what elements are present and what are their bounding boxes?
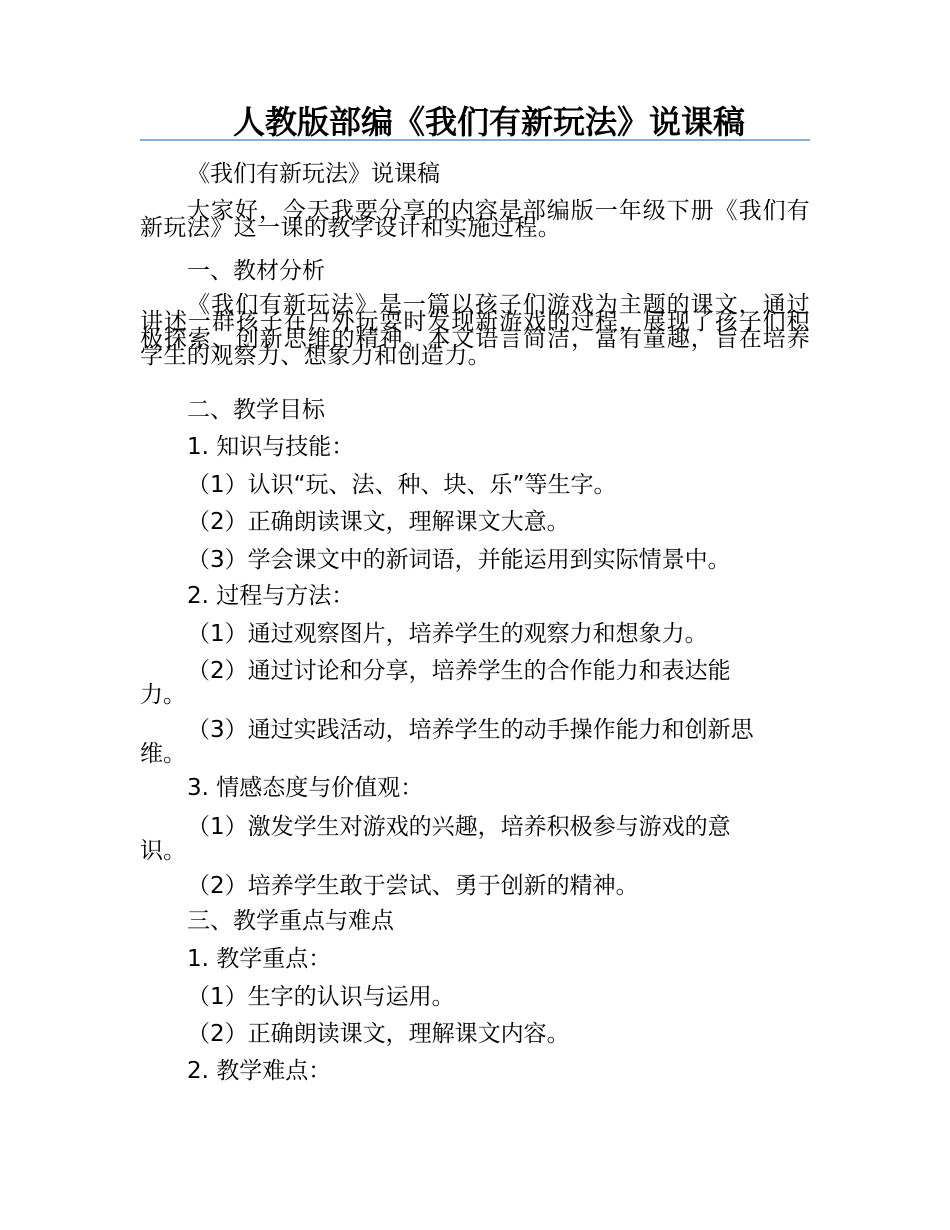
intro-paragraph: 大家好，今天我要分享的内容是部编版一年级下册《我们有新玩法》这一课的教学设计和实施过程。 [140,198,810,241]
list-item: （1）生字的认识与运用。 [187,984,455,1010]
list-item: （2）正确朗读课文，理解课文大意。 [187,509,570,535]
list-item-continuation: 维。 [140,741,186,767]
list-item: （2）培养学生敢于尝试、勇于创新的精神。 [187,873,639,899]
goal-emotion-values: 3. 情感态度与价值观： [187,775,424,801]
list-item: （2）正确朗读课文，理解课文内容。 [187,1021,570,1047]
list-item-continuation: 识。 [140,838,186,864]
section-heading-teaching-goals: 二、教学目标 [187,397,325,423]
goal-process-methods: 2. 过程与方法： [187,583,355,609]
title-underline [140,139,810,141]
list-item: （1）通过观察图片，培养学生的观察力和想象力。 [187,621,708,647]
list-item: （3）通过实践活动，培养学生的动手操作能力和创新思 [187,717,754,743]
list-item: （1）激发学生对游戏的兴趣，培养积极参与游戏的意 [187,814,731,840]
list-item-continuation: 力。 [140,682,186,708]
key-points-heading: 1. 教学重点： [187,946,332,972]
list-item: （2）通过讨论和分享，培养学生的合作能力和表达能 [187,658,731,684]
section-heading-key-difficult-points: 三、教学重点与难点 [187,908,394,934]
document-title: 人教版部编《我们有新玩法》说课稿 [232,103,745,141]
list-item: （1）认识“玩、法、种、块、乐”等生字。 [187,472,617,498]
section-heading-textbook-analysis: 一、教材分析 [187,258,325,284]
textbook-analysis-paragraph: 《我们有新玩法》是一篇以孩子们游戏为主题的课文，通过讲述一群孩子在户外玩耍时发现新游戏的过程，展现了孩子们积极探索、创新思维的精神。本文语言简洁，富有童趣，旨在培养学生的观察力、想象力和创造力。 [140,292,810,369]
subtitle: 《我们有新玩法》说课稿 [187,161,440,187]
list-item: （3）学会课文中的新词语，并能运用到实际情景中。 [187,547,731,573]
difficult-points-heading: 2. 教学难点： [187,1058,332,1084]
goal-knowledge-skills: 1. 知识与技能： [187,434,355,460]
